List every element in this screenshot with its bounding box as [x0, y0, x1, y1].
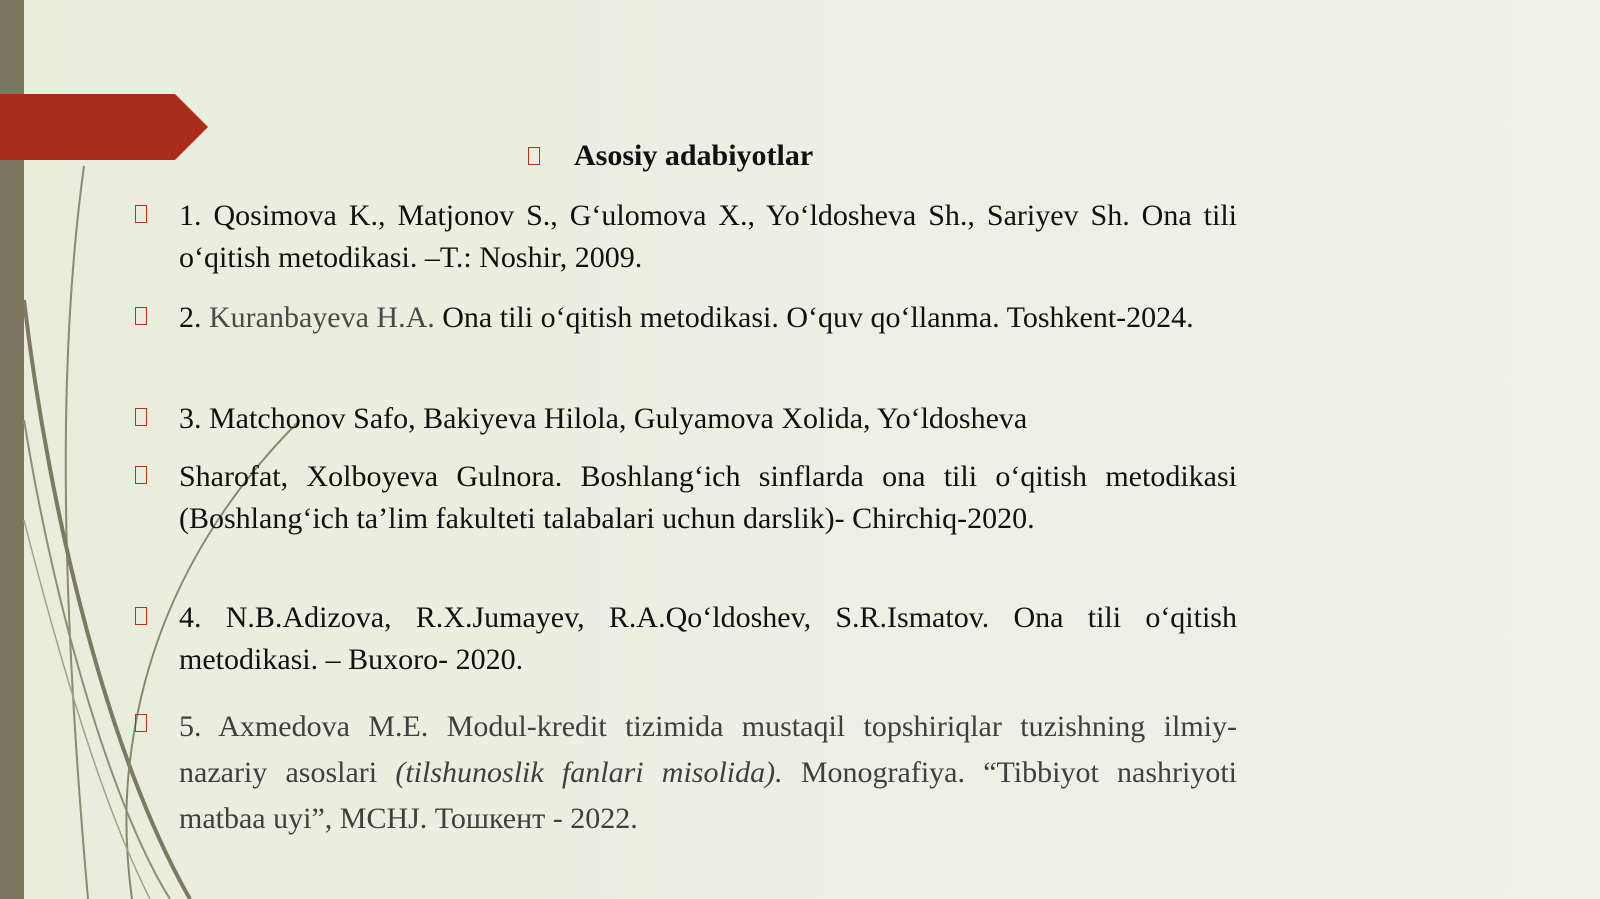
reference-main: 5. Axmedova M.E. Modul-kredit tizimida mustaqil topshiriqlar tuzishning ilmiy-nazariy asoslari — [179, 710, 1237, 789]
slide-title-row — [528, 136, 813, 176]
reference-text — [179, 297, 1237, 339]
reference-item-1 — [135, 195, 1237, 279]
square-bullet-icon — [135, 408, 147, 426]
reference-number: 2. — [179, 301, 209, 334]
reference-text: 1. Qosimova K., Matjonov S., G‘ulomova X., Yo‘ldosheva Sh., Sariyev Sh. Ona tili o‘qitish metodikasi. –T.: Noshir, 2009. — [179, 199, 1237, 274]
reference-text: 4. N.B.Adizova, R.X.Jumayev, R.A.Qo‘ldoshev, S.R.Ismatov. Ona tili o‘qitish metodikasi. – Buxoro- 2020. — [179, 601, 1237, 676]
square-bullet-icon — [528, 147, 540, 165]
reference-rest: Ona tili o‘qitish metodikasi. O‘quv qo‘llanma. Toshkent-2024. — [434, 301, 1194, 334]
reference-tail: Monografiya. “Tibbiyot nashriyoti matbaa uyi”, MCHJ. Тошкент - 2022. — [179, 756, 1237, 835]
square-bullet-icon — [135, 205, 147, 223]
reference-item-4 — [135, 597, 1237, 681]
reference-text: 3. Matchonov Safo, Bakiyeva Hilola, Gulyamova Xolida, Yo‘ldosheva — [179, 402, 1028, 435]
reference-item-3 — [135, 398, 1237, 440]
reference-item-5 — [135, 704, 1237, 842]
square-bullet-icon — [135, 466, 147, 484]
slide-title: Asosiy adabiyotlar — [574, 139, 814, 172]
square-bullet-icon — [135, 607, 147, 625]
reference-item-3-continued — [135, 456, 1237, 540]
left-accent-bar — [0, 0, 24, 899]
reference-text: Sharofat, Xolboyeva Gulnora. Boshlang‘ich sinflarda ona tili o‘qitish metodikasi (Boshlang‘ich ta’lim fakulteti talabalari uchun darslik)- Chirchiq-2020. — [179, 460, 1237, 535]
square-bullet-icon — [135, 307, 147, 325]
reference-item-2 — [135, 297, 1237, 339]
reference-italic: (tilshunoslik fanlari misolida). — [395, 756, 783, 789]
reference-author: Kuranbayeva H.A. — [209, 301, 435, 334]
reference-text — [179, 704, 1237, 842]
square-bullet-icon — [135, 714, 147, 732]
